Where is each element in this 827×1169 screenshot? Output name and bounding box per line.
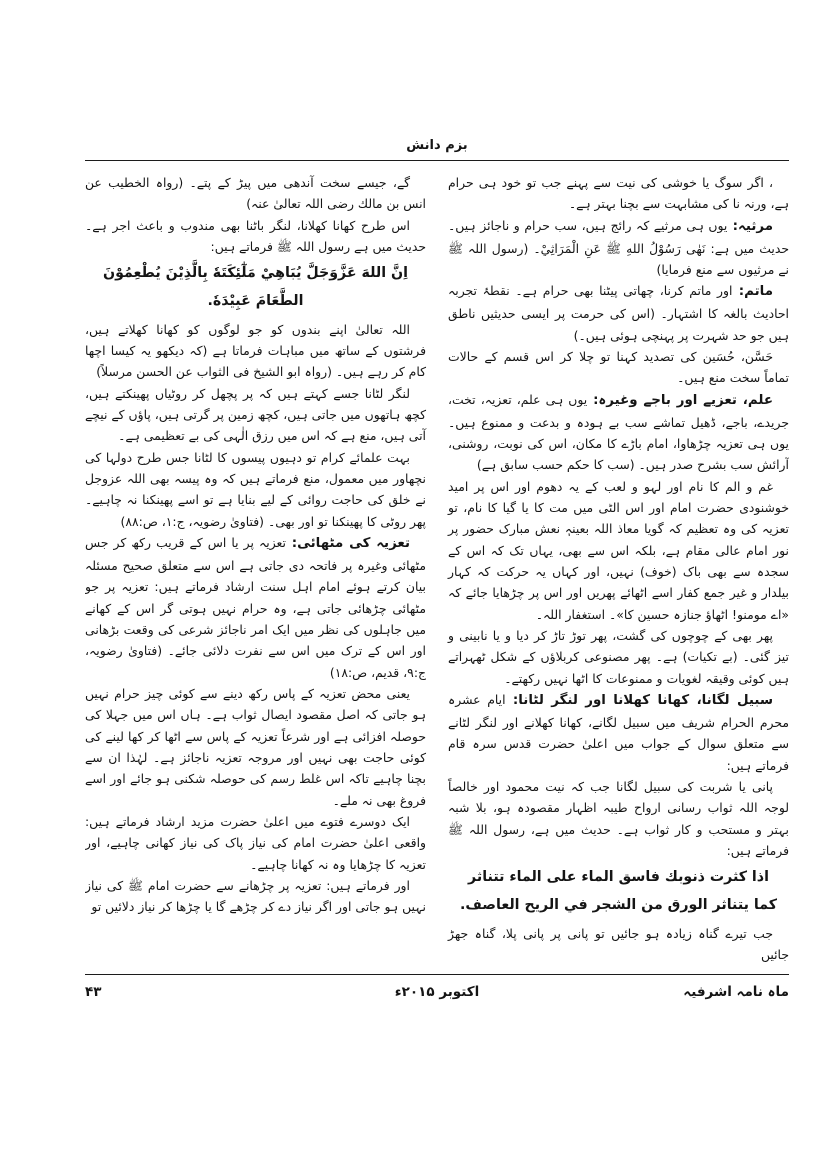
paragraph: مرثیہ: یوں ہی مرثیے کہ رائج ہیں، سب حرام و ناجائز ہیں۔ حدیث میں ہے: نَهٰى رَسُوْلُ اللهِ ﷺ عَنِ الْمَرَاثِيْ۔ (رسول اللہ ﷺ نے مرثیوں سے منع فرمایا) [448, 217, 789, 278]
page-footer [85, 974, 789, 1000]
paragraph: علم، تعزیے اور باجے وغیرہ: یوں ہی علم، تعزیہ، تخت، جریدے، باجے، ڈھیل تماشے سب بے ہودہ و بدعت و ممنوع ہیں۔ یوں ہی تعزیہ چڑھاوا، امام باڑے کا مکان، اس کی نوبت، روشنی، آرائش سب بشرح صدر ہیں۔ (سب کا حکم حسب سابق ہے) [448, 391, 789, 473]
header-divider [85, 160, 789, 161]
paragraph: غم و الم کا نام اور لہو و لعب کے یہ دھوم اور اس پر امید خوشنودی حضرت امام اور اس الٹی میں مت کا یا گیا کا نام، تو تعزیہ کی وہ تعظیم کہ گویا معاذ اللہ بعینہٖ نعش مبارک حضور پر نور امام عالی مقام ہے، بلکہ اس سے بھی، یہاں تک کہ اس کے سجدہ سے بھی باک (خوف) نہیں، اور کہاں یہ حرکت کہ کہار بیلدار و غیر جمع کفار اسے اٹھائے پھریں اور اس پر چڑھایا جائے کہ «اے مومنو! اٹھاؤ جنازہ حسین کا»۔ استغفار اللہ۔ [448, 478, 789, 622]
issue-date: اکتوبر ۲۰۱۵ء [394, 984, 480, 1000]
paragraph: لنگر لٹانا جسے کہتے ہیں کہ پر پچھل کر روٹیاں پھینکتے ہیں، کچھ ہاتھوں میں جاتی ہیں، کچھ زمین پر گرتی ہیں، پاؤں کے نیچے آتی ہیں، منع ہے کہ اس میں رزق الٰہی کی بے تعظیمی ہے۔ [85, 385, 426, 444]
section-heading: علم، تعزیے اور باجے وغیرہ: [587, 392, 773, 408]
page-header [85, 138, 789, 161]
paragraph: اللہ تعالیٰ اپنے بندوں کو جو لوگوں کو کھانا کھلاتے ہیں، فرشتوں کے ساتھ میں مباہات فرماتا ہے (کہ دیکھو یہ کیسا اچھا کام کر رہے ہیں۔ (رواہ ابو الشیخ فی الثواب عن الحسن مرسلاً) [85, 321, 426, 380]
paragraph: ماتم: اور ماتم کرنا، چھاتی پیٹنا بھی حرام ہے۔ نقطۂ تجربہ احادیث بالغہ کا اشتہار۔ (اس کی حرمت پر ایسی حدیثیں ناطق ہیں جو حد شہرت پر پہنچی ہوئی ہیں۔) [448, 283, 789, 343]
paragraph: ، اگر سوگ یا خوشی کی نیت سے پہنے جب تو خود ہی حرام ہے، ورنہ نا کی مشابہت سے بچنا بہتر ہے۔ [448, 175, 789, 212]
paragraph: جب تیرے گناہ زیادہ ہو جائیں تو پانی پر پانی پلا، گناہ جھڑ جائیں [448, 925, 789, 963]
paragraph: بہت علمائے کرام تو دہیوں پیسوں کا لٹانا جس طرح دولہا کی نچھاور میں معمول، منع فرماتے ہیں کہ وہ پیسہ بھی اللہ عزوجل نے خلق کی حاجت روائی کے لیے بنایا ہے تو اسے پھینکنا نہ چاہیے۔ پھر روٹی کا پھینکنا تو اور بھی۔ (فتاویٰ رضویہ، ج:۱، ص:۸۸) [85, 449, 426, 529]
footer-divider [85, 974, 789, 975]
paragraph: گے، جیسے سخت آندھی میں پیڑ کے پتے۔ (رواہ الخطیب عن انس بن مالك رضی اللہ تعالیٰ عنہ) [85, 175, 426, 212]
paragraph: اور فرماتے ہیں: تعزیہ پر چڑھانے سے حضرت امام ﷺ کی نیاز نہیں ہو جاتی اور اگر نیاز دے کر چڑھے گا یا چڑھا کر نیاز دلائیں تو [85, 877, 426, 915]
section-heading: ماتم: [732, 284, 774, 300]
paragraph: یعنی محض تعزیہ کے پاس رکھ دینے سے کوئی چیز حرام نہیں ہو جاتی کہ اصل مقصود ایصال ثواب ہے۔ ہاں اس میں جہلا کی حوصلہ افزائی ہے اور شرعاً تعزیہ کے پاس سے اٹھا کر کھا لینے کی کوئی حاجت بھی نہیں اور مروجہ تعزیہ ناجائز ہے۔ لہٰذا ان سے بچنا چاہیے تاکہ اس غلط رسم کی حوصلہ شکنی ہو جائے اور اسے فروغ بھی نہ ملے۔ [85, 685, 426, 808]
section-heading: سبیل لگانا، کھانا کھلانا اور لنگر لٹانا: [505, 693, 773, 709]
column-right [448, 172, 789, 968]
magazine-name: ماہ نامہ اشرفیہ [683, 984, 789, 1000]
paragraph: پھر بھی کے چوچوں کی گشت، پھر توڑ تاڑ کر دیا و یا نابینی و تیز گئی۔ (بے تکیات) ہے۔ پھر مصنوعی کربلاؤں کے شکل ٹھہراتے ہیں کوئی وقیقہ لغویات و ممنوعات کا اٹھا نہیں رکھتے۔ [448, 628, 789, 686]
section-heading: تعزیہ کی مٹھائی: [285, 535, 410, 551]
paragraph: پانی یا شربت کی سبیل لگانا جب کہ نیت محمود اور خالصاً لوجہ اللہ ثواب رسانی ارواح طیبہ اظہار مقصودہ ہو، بلا شبہ بہتر و مستحب و کار ثواب ہے۔ حدیث میں ہے، رسول اللہ ﷺ فرماتے ہیں: [448, 779, 789, 859]
page-header-title: بزم دانش [406, 138, 468, 153]
arabic-quote: اِنَّ اللهَ عَزَّوَجَلَّ يُبَاهِيْ مَلٰٓئِكَتَهٗ بِالَّذِيْنَ يُطْعِمُوْنَ الطَّعَامَ عَبِيْدَهٗ. [102, 265, 408, 309]
article-columns [85, 172, 789, 968]
column-left [85, 172, 426, 968]
paragraph: سبیل لگانا، کھانا کھلانا اور لنگر لٹانا: ایام عشرہ محرم الحرام شریف میں سبیل لگانے، کھانا کھلانے اور لنگر لٹانے سے متعلق سوال کے جواب میں اعلیٰ حضرت قدس سرہ قام فرماتے ہیں: [448, 692, 789, 773]
paragraph: تعزیہ کی مٹھائی: تعزیہ پر یا اس کے قریب رکھ کر جس مٹھائی وغیرہ پر فاتحہ دی جاتی ہے اس سے متعلق صحیح مسئلہ بیان کرتے ہوئے امام اہل سنت ارشاد فرماتے ہیں: تعزیہ پر جو مٹھائی چڑھائی جاتی ہے، وہ حرام نہیں ہوتی گر اس کے کھانے میں جاہلوں کی نظر میں ایک امر ناجائز شرعی کی وقعت بڑھانی اور اس کے ترک میں اس سے نفرت دلائی جائے۔ (فتاویٰ رضویہ، ج:۹، قدیم، ص:۱۸) [85, 534, 426, 680]
section-heading: مرثیہ: [727, 218, 773, 234]
paragraph: حَسَّن، حُسَین کی تصدید کہنا تو چلا کر اس قسم کے حالات تماماً سخت منع ہیں۔ [448, 349, 789, 386]
page-number: ۴۳ [85, 984, 102, 1000]
paragraph: ایک دوسرے فتوے میں اعلیٰ حضرت مزید ارشاد فرماتے ہیں: واقعی اعلیٰ حضرت امام کی نیاز پاک کی نیاز کھانی چاہیے، اور تعزیہ کا چڑھایا وہ نہ کھانا چاہیے۔ [85, 813, 426, 872]
footer-row [85, 984, 789, 1000]
arabic-quote: اذا كثرت ذنوبك فاسق الماء على الماء تتناثر كما يتناثر الورق من الشجر في الريح العاصف. [460, 869, 777, 914]
paragraph: اس طرح کھانا کھلانا، لنگر باٹنا بھی مندوب و باعث اجر ہے۔ حدیث میں ہے رسول اللہ ﷺ فرماتے ہیں: [85, 217, 426, 254]
